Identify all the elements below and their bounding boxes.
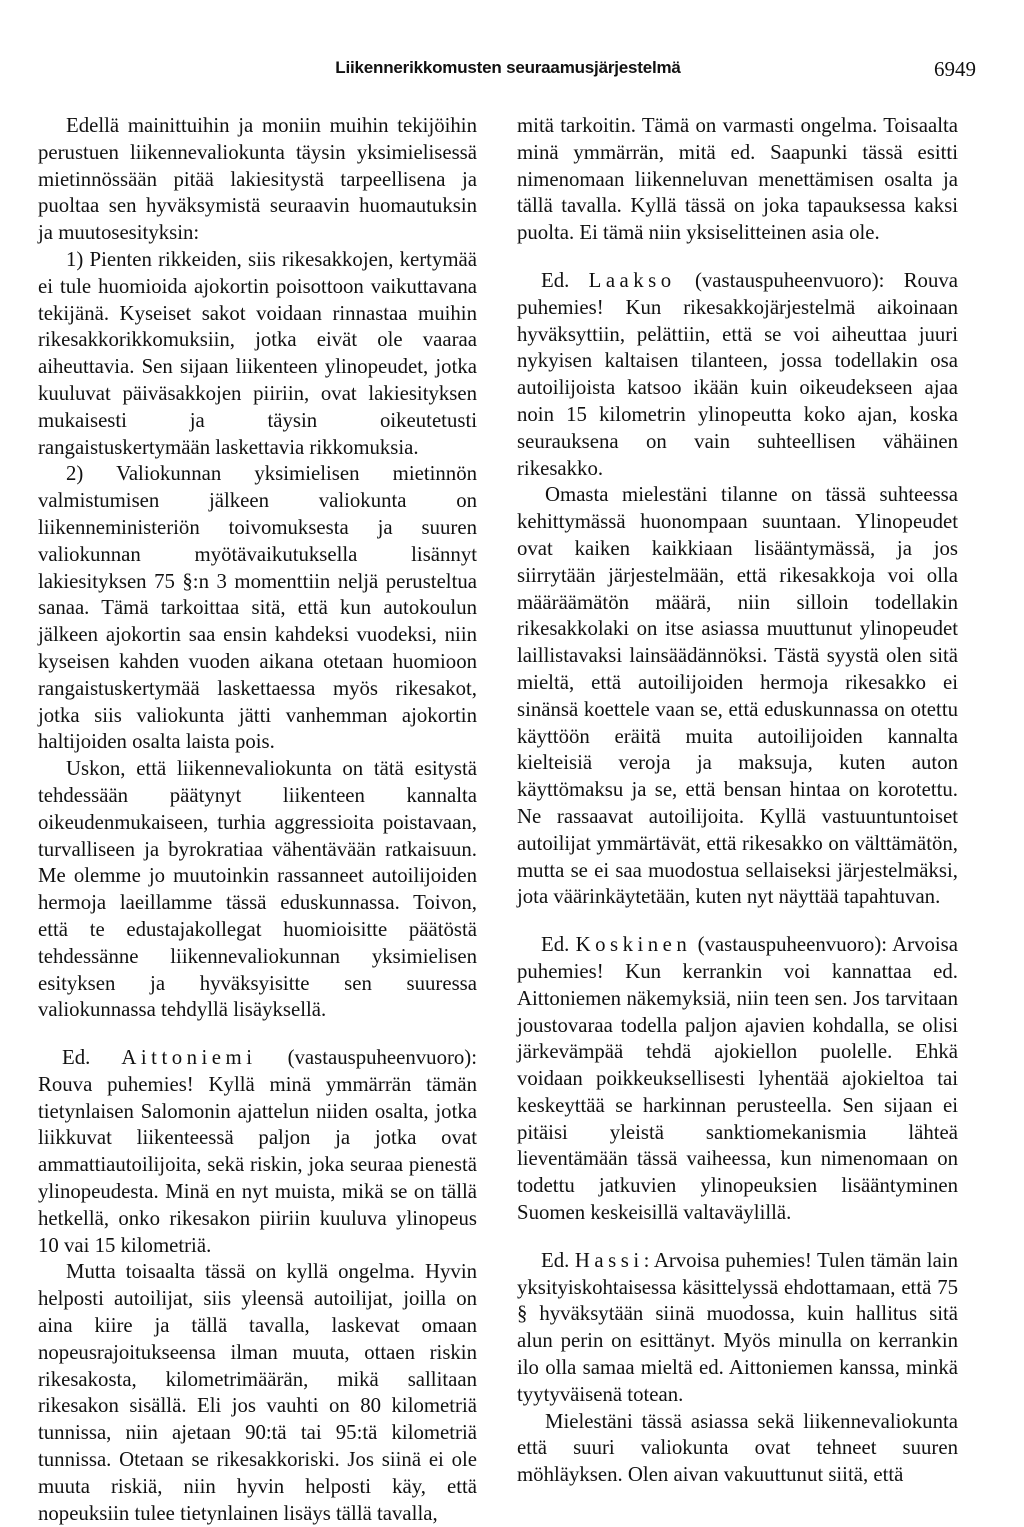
speech-text: (vastauspuheenvuoro): Rouva puhemies! Kyllä minä ymmärrän tämän tietynlaisen Salomonin ajattelun niiden osalta, jotka liikkuvat liikenteessä paljon ja jotka ovat ammattiautoilijoita, sekä riskin, joka seuraa pienestä ylinopeudesta. Minä en nyt muista, mikä se on tällä hetkellä, onko rikesakon piiriin kuuluva ylinopeus 10 vai 15 kilometriä. xyxy=(38,1046,477,1257)
speaker-prefix: Ed. xyxy=(62,1046,91,1070)
speaker-name: Aittoniemi xyxy=(121,1046,257,1070)
speech-text: (vastauspuheenvuoro): Rouva puhemies! Kun rikesakkojärjestelmä aikoinaan hyväksyttiin, pelättiin, että se voi aiheuttaa juuri nykyisen kaltaisen tilanteen, jossa todellakin osa autoilijoista katsoo ikään kuin oikeudekseen ajaa noin 15 kilometrin ylinopeutta koko ajan, koska seurauksena on vain suhteellisen vähäinen rikesakko. xyxy=(517,268,958,480)
paragraph: 1) Pienten rikkeiden, siis rikesakkojen, kertymää ei tule huomioida ajokortin poisottoon vaikuttavana tekijänä. Kyseiset sakot voidaan rinnastaa muihin rikesakkorikkomuksiin, jotka eivät ole vaaraa aiheuttavia. Sen sijaan liikenteen ylinopeudet, jotka kuuluvat päiväsakkojen piiriin, ovat lakiesityksen mukaisesti ja täysin oikeutetusti rangaistuskertymään laskettavia rikkomuksia. xyxy=(38,247,477,459)
paragraph: mitä tarkoitin. Tämä on varmasti ongelma. Toisaalta minä ymmärrän, mitä ed. Saapunki tässä esitti nimenomaan liikenneluvan menettämisen osalta ja tällä tavalla. Kyllä tässä on joka tapauksessa kaksi puolta. Ei tämä niin yksiselitteinen asia ole. xyxy=(517,114,958,245)
speaker-prefix: Ed. xyxy=(541,268,570,292)
speech-hassi xyxy=(517,1248,958,1409)
speaker-prefix: Ed. xyxy=(541,933,570,957)
speaker-name: Laakso xyxy=(588,268,676,292)
speech-text: : Arvoisa puhemies! Tulen tämän lain yksityiskohtaisessa käsittelyssä ehdottamaan, että 75 § hyväksytään siinä muodossa, kuin hallitus sitä alun perin on esittänyt. Myös minulla on kerrankin ilo olla samaa mieltä ed. Aittoniemen kanssa, minkä tyytyväisenä totean. xyxy=(517,1248,958,1406)
speech-laakso xyxy=(517,268,958,482)
paragraph: Omasta mielestäni tilanne on tässä suhteessa kehittymässä huonompaan suuntaan. Ylinopeudet ovat kaiken kaikkiaan lisääntymässä, ja jos siirrytään järjestelmään, että rikesakkoja voi olla määräämätön määrä, niin silloin todellakin rikesakkolaki on itse asiassa muuttunut ylinopeudet laillistavaksi lainsäädännöksi. Tästä syystä olen sitä mieltä, että autoilijoiden hermoja rikesakko ei sinänsä koettele vaan se, että eduskunnassa on otettu käyttöön eräitä muita autoilijoiden kannalta kielteisiä veroja ja maksuja, kuten auton käyttömaksu ja se, että bensan hintaa on korotettu. Ne rassaavat autoilijoita. Kyllä vastuuntuntoiset autoilijat ymmärtävät, että rikesakko on välttämätön, mutta se ei saa muodostua sellaiseksi järjestelmäksi, jota väärinkäytetään, kuten nyt näyttää tapahtuvan. xyxy=(517,483,958,909)
paragraph: Mutta toisaalta tässä on kyllä ongelma. Hyvin helposti autoilijat, siis yleensä autoilijat, joilla on aina kiire ja tällä tavalla, laskevat omaan nopeusrajoitukseensa ilman muuta, ottaen riskin rikesakosta, kilometrimäärän, mikä sallitaan rikesakon sisällä. Eli jos vauhti on 80 kilometriä tunnissa, niin ajetaan 90:tä tai 95:tä kilometriä tunnissa. Otetaan se rikesakkoriski. Jos siinä ei ole muuta riskiä, niin hyvin helposti käy, että nopeuksiin tulee tietynlainen lisäys tällä tavalla, xyxy=(38,1260,477,1525)
page-number: 6949 xyxy=(934,57,976,81)
speech-aittoniemi xyxy=(38,1045,477,1259)
right-column xyxy=(517,113,958,1489)
speech-koskinen xyxy=(517,932,958,1227)
left-column xyxy=(38,113,477,1527)
speaker-name: Koskinen xyxy=(575,933,692,957)
paragraph: Uskon, että liikennevaliokunta on tätä esitystä tehdessään päätynyt liikenteen kannalta oikeudenmukaiseen, turhia aggressioita poistavaan, turvalliseen ja byrokratiaa vähentävään ratkaisuun. Me olemme jo muutoinkin rassanneet autoilijoiden hermoja laeillamme tässä eduskunnassa. Toivon, että te edustajakollegat huomioisitte päätöstä tehdessänne liikennevaliokunnan yksimielisen esityksen ja hyväksyisitte sen suuressa valiokunnassa tehdyllä lisäyksellä. xyxy=(38,757,477,1022)
speaker-prefix: Ed. xyxy=(541,1248,570,1272)
paragraph: 2) Valiokunnan yksimielisen mietinnön valmistumisen jälkeen valiokunta on liikenneministeriön toivomuksesta ja suuren valiokunnan myötävaikutuksella lisännyt lakiesityksen 75 §:n 3 momenttiin neljä perusteltua sanaa. Tämä tarkoittaa sitä, että kun autokoulun jälkeen ajokortin saa ensin kahdeksi vuodeksi, niin kyseisen kahden vuoden aikana otetaan huomioon rangaistuskertymää laskettaessa myös rikesakot, jotka siis valiokunta jätti vanhemman ajokortin haltijoiden osalta laista pois. xyxy=(38,462,477,754)
speaker-name: Hassi xyxy=(574,1248,644,1272)
speech-text: (vastauspuheenvuoro): Arvoisa puhemies! Kun kerrankin voi kannattaa ed. Aittoniemen näkemyksiä, niin teen sen. Jos tarvitaan joustovaraa todella paljon ajavien kohdalla, se olisi järkevämpää tehdä ajokiellon puolelle. Ehkä voidaan poikkeuksellisesti lyhentää ajokieltoa tai keskeyttää se harkinnan perusteella. Sen sijaan ei pitäisi yleistä sanktiomekanismia lähteä lieventämään tässä vaiheessa, kun nimenomaan on todettu jatkuvien ylinopeuksien lisääntyminen Suomen keskeisillä valtaväylillä. xyxy=(517,933,958,1225)
paragraph: Edellä mainittuihin ja moniin muihin tekijöihin perustuen liikennevaliokunta täysin yksimielisessä mietinnössään pitää lakiesitystä tarpeellisena ja puoltaa sen hyväksymistä seuraavin huomautuksin ja muutosesityksin: xyxy=(38,114,477,245)
paragraph: Mielestäni tässä asiassa sekä liikennevaliokunta että suuri valiokunta ovat tehneet suuren möhläyksen. Olen aivan vakuuttunut siitä, että xyxy=(517,1409,958,1487)
running-title: Liikennerikkomusten seuraamusjärjestelmä xyxy=(335,58,681,77)
page-header xyxy=(40,58,976,88)
